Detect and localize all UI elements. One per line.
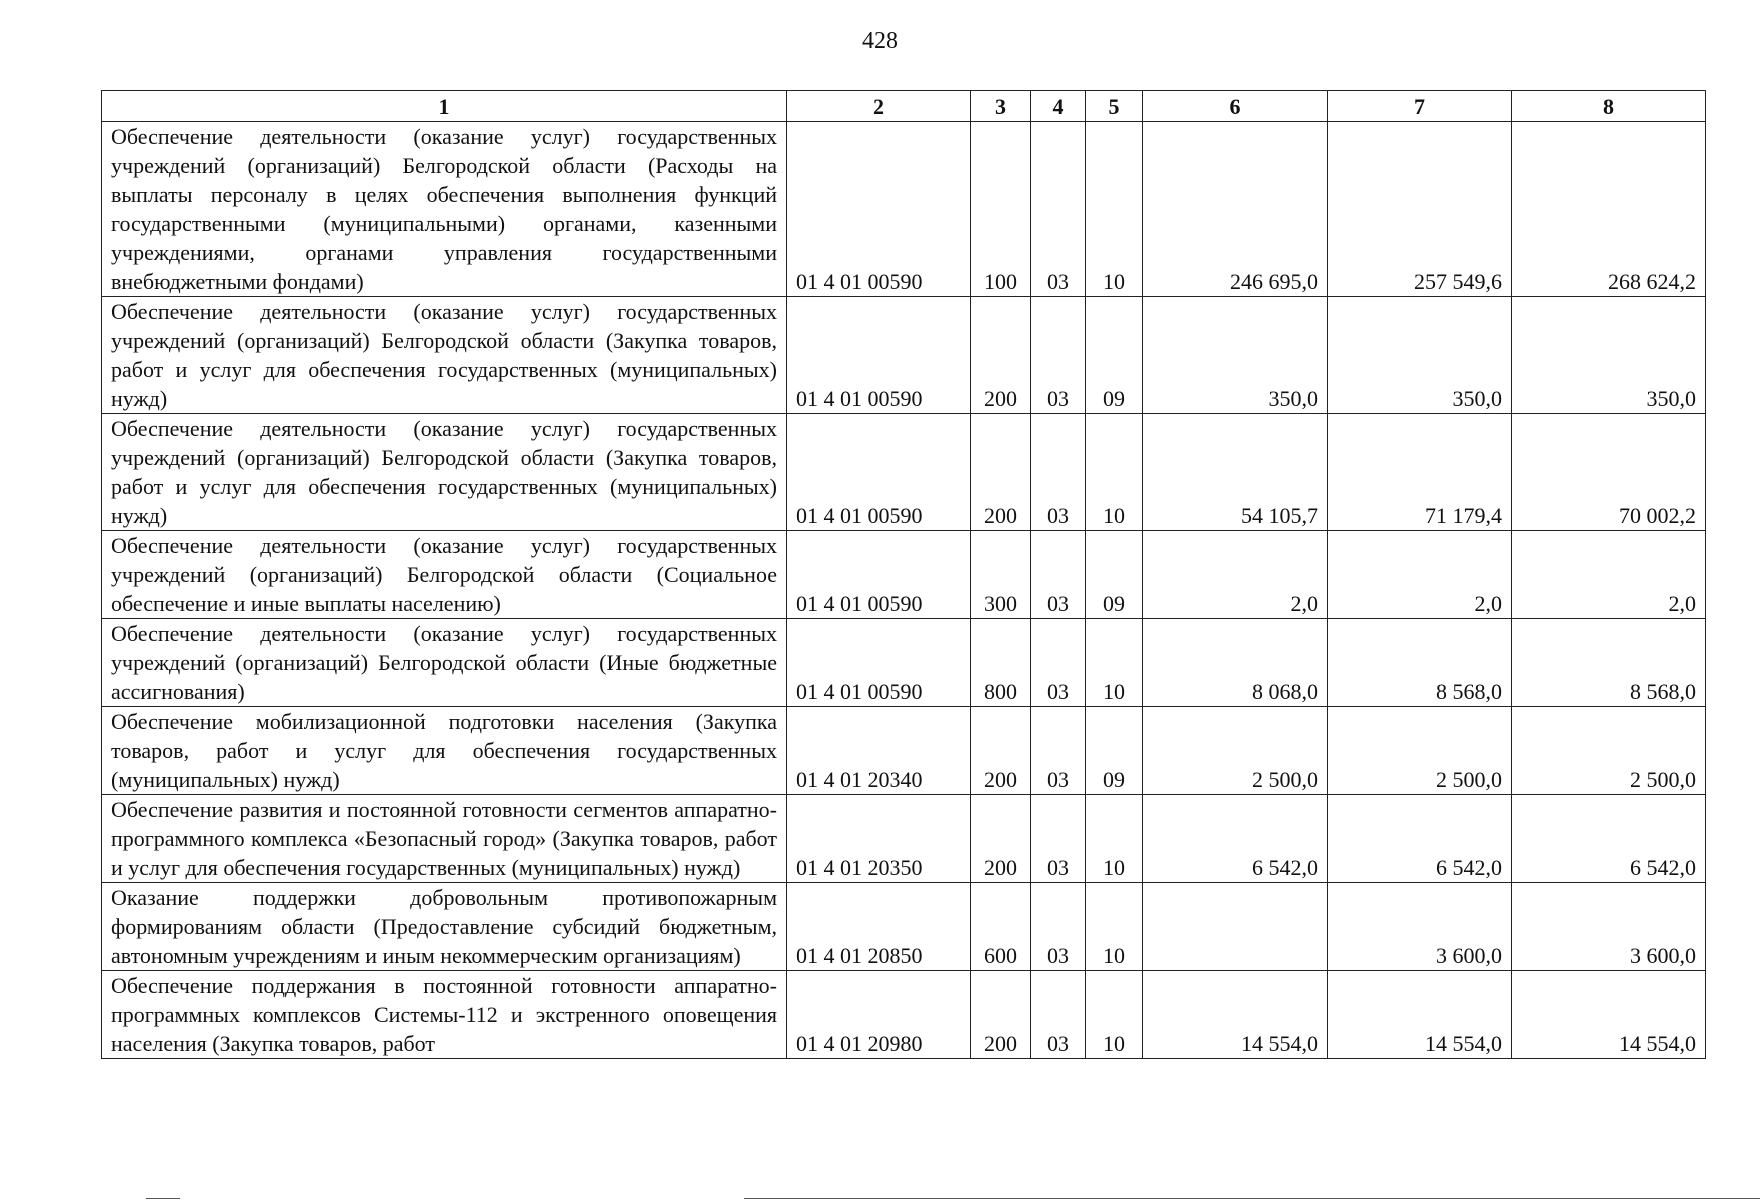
row-col-6: 6 542,0 bbox=[1143, 795, 1328, 883]
table-row bbox=[102, 971, 1706, 1059]
table-row bbox=[102, 795, 1706, 883]
row-col-4: 03 bbox=[1031, 883, 1086, 971]
row-col-4: 03 bbox=[1031, 971, 1086, 1059]
header-col-7: 7 bbox=[1328, 91, 1512, 122]
row-col-5: 10 bbox=[1086, 883, 1143, 971]
row-col-8: 6 542,0 bbox=[1512, 795, 1706, 883]
footer-rule-right bbox=[744, 1198, 1760, 1199]
header-col-6: 6 bbox=[1143, 91, 1328, 122]
row-col-5: 10 bbox=[1086, 971, 1143, 1059]
row-col-7: 350,0 bbox=[1328, 297, 1512, 414]
row-col-5: 09 bbox=[1086, 531, 1143, 619]
row-code: 01 4 01 00590 bbox=[787, 414, 971, 531]
row-code: 01 4 01 00590 bbox=[787, 531, 971, 619]
header-col-1: 1 bbox=[102, 91, 787, 122]
row-col-7: 14 554,0 bbox=[1328, 971, 1512, 1059]
row-description: Оказание поддержки добровольным противопожарным формированиям области (Предоставление субсидий бюджетным, автономным учреждениям и иным некоммерческим организациям) bbox=[102, 883, 787, 971]
row-col-7: 257 549,6 bbox=[1328, 122, 1512, 297]
table-row bbox=[102, 122, 1706, 297]
row-description: Обеспечение деятельности (оказание услуг) государственных учреждений (организаций) Белгородской области (Закупка товаров, работ и услуг для обеспечения государственных (муниципальных) нужд) bbox=[102, 297, 787, 414]
row-col-3: 600 bbox=[971, 883, 1031, 971]
row-code: 01 4 01 20340 bbox=[787, 707, 971, 795]
header-col-5: 5 bbox=[1086, 91, 1143, 122]
row-col-5: 10 bbox=[1086, 122, 1143, 297]
row-code: 01 4 01 00590 bbox=[787, 297, 971, 414]
row-col-4: 03 bbox=[1031, 619, 1086, 707]
row-col-3: 200 bbox=[971, 414, 1031, 531]
row-col-5: 09 bbox=[1086, 297, 1143, 414]
row-col-4: 03 bbox=[1031, 795, 1086, 883]
header-col-2: 2 bbox=[787, 91, 971, 122]
row-description: Обеспечение деятельности (оказание услуг) государственных учреждений (организаций) Белгородской области (Расходы на выплаты персоналу в целях обеспечения выполнения функций государственными (муниципальными) органами, казенными учреждениями, органами управления государственными внебюджетными фондами) bbox=[102, 122, 787, 297]
row-col-3: 200 bbox=[971, 971, 1031, 1059]
row-col-5: 09 bbox=[1086, 707, 1143, 795]
row-col-8: 2,0 bbox=[1512, 531, 1706, 619]
header-col-8: 8 bbox=[1512, 91, 1706, 122]
row-col-6: 54 105,7 bbox=[1143, 414, 1328, 531]
budget-table bbox=[101, 90, 1706, 1059]
row-col-7: 6 542,0 bbox=[1328, 795, 1512, 883]
row-code: 01 4 01 00590 bbox=[787, 619, 971, 707]
header-row bbox=[102, 91, 1706, 122]
row-col-6: 350,0 bbox=[1143, 297, 1328, 414]
row-code: 01 4 01 20980 bbox=[787, 971, 971, 1059]
row-col-6: 2,0 bbox=[1143, 531, 1328, 619]
row-description: Обеспечение поддержания в постоянной готовности аппаратно-программных комплексов Системы-112 и экстренного оповещения населения (Закупка товаров, работ bbox=[102, 971, 787, 1059]
row-col-3: 200 bbox=[971, 707, 1031, 795]
row-code: 01 4 01 20350 bbox=[787, 795, 971, 883]
row-col-4: 03 bbox=[1031, 707, 1086, 795]
row-col-6: 14 554,0 bbox=[1143, 971, 1328, 1059]
row-col-8: 14 554,0 bbox=[1512, 971, 1706, 1059]
row-col-8: 350,0 bbox=[1512, 297, 1706, 414]
row-col-4: 03 bbox=[1031, 531, 1086, 619]
row-code: 01 4 01 20850 bbox=[787, 883, 971, 971]
row-col-8: 2 500,0 bbox=[1512, 707, 1706, 795]
row-col-5: 10 bbox=[1086, 414, 1143, 531]
row-col-8: 268 624,2 bbox=[1512, 122, 1706, 297]
row-col-3: 200 bbox=[971, 795, 1031, 883]
row-description: Обеспечение деятельности (оказание услуг) государственных учреждений (организаций) Белгородской области (Закупка товаров, работ и услуг для обеспечения государственных (муниципальных) нужд) bbox=[102, 414, 787, 531]
row-col-7: 8 568,0 bbox=[1328, 619, 1512, 707]
row-col-6 bbox=[1143, 883, 1328, 971]
row-col-6: 2 500,0 bbox=[1143, 707, 1328, 795]
row-description: Обеспечение развития и постоянной готовности сегментов аппаратно-программного комплекса «Безопасный город» (Закупка товаров, работ и услуг для обеспечения государственных (муниципальных) нужд) bbox=[102, 795, 787, 883]
footer-rule-left bbox=[146, 1198, 180, 1199]
row-col-3: 300 bbox=[971, 531, 1031, 619]
table-row bbox=[102, 883, 1706, 971]
row-col-5: 10 bbox=[1086, 619, 1143, 707]
row-description: Обеспечение деятельности (оказание услуг) государственных учреждений (организаций) Белгородской области (Социальное обеспечение и иные выплаты населению) bbox=[102, 531, 787, 619]
row-description: Обеспечение мобилизационной подготовки населения (Закупка товаров, работ и услуг для обеспечения государственных (муниципальных) нужд) bbox=[102, 707, 787, 795]
header-col-3: 3 bbox=[971, 91, 1031, 122]
row-col-6: 246 695,0 bbox=[1143, 122, 1328, 297]
row-col-3: 200 bbox=[971, 297, 1031, 414]
row-col-4: 03 bbox=[1031, 414, 1086, 531]
row-col-5: 10 bbox=[1086, 795, 1143, 883]
row-col-8: 70 002,2 bbox=[1512, 414, 1706, 531]
row-col-3: 100 bbox=[971, 122, 1031, 297]
table-row bbox=[102, 619, 1706, 707]
row-code: 01 4 01 00590 bbox=[787, 122, 971, 297]
row-col-6: 8 068,0 bbox=[1143, 619, 1328, 707]
row-col-4: 03 bbox=[1031, 122, 1086, 297]
row-description: Обеспечение деятельности (оказание услуг) государственных учреждений (организаций) Белгородской области (Иные бюджетные ассигнования) bbox=[102, 619, 787, 707]
row-col-7: 71 179,4 bbox=[1328, 414, 1512, 531]
row-col-7: 2,0 bbox=[1328, 531, 1512, 619]
row-col-3: 800 bbox=[971, 619, 1031, 707]
row-col-7: 3 600,0 bbox=[1328, 883, 1512, 971]
page-number: 428 bbox=[862, 28, 898, 54]
row-col-8: 3 600,0 bbox=[1512, 883, 1706, 971]
header-col-4: 4 bbox=[1031, 91, 1086, 122]
table-row bbox=[102, 297, 1706, 414]
row-col-7: 2 500,0 bbox=[1328, 707, 1512, 795]
row-col-8: 8 568,0 bbox=[1512, 619, 1706, 707]
table-row bbox=[102, 531, 1706, 619]
row-col-4: 03 bbox=[1031, 297, 1086, 414]
table-row bbox=[102, 707, 1706, 795]
table-row bbox=[102, 414, 1706, 531]
